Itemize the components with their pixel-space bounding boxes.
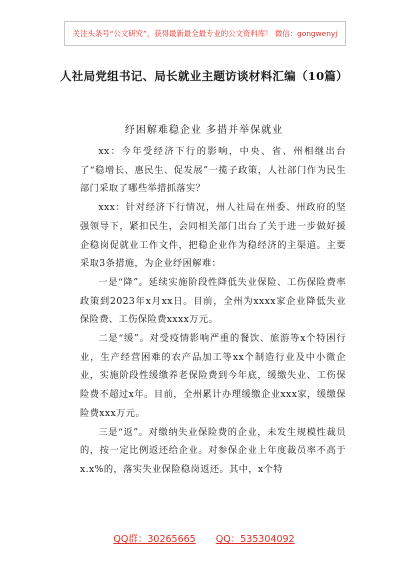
paragraph-measure-refund: 三是“返”。对缴纳失业保险费的企业，未发生规模性裁员的，按一定比例返还给企业。对参保企业上年度裁员率不高于x.x%的，落实失业保险稳岗返还。其中，x个特 <box>80 426 346 475</box>
paragraph-measure-reduce: 一是“降”。延续实施阶段性降低失业保险、工伤保险费率政策到2023年x月xx日。目前，全州为xxxx家企业降低失业保险费、工伤保险费xxxx万元。 <box>80 276 346 326</box>
paragraph-answer-intro: xxx：针对经济下行情况，州人社局在州委、州政府的坚强领导下，紧扣民生，会同相关部门出台了关于进一步做好援企稳岗促就业工作文件，把稳企业作为稳经济的主渠道。主要采取3条措施，为企业纾困解难： <box>80 202 346 270</box>
footer-qq[interactable]: QQ：535304092 <box>215 534 295 545</box>
document-title: 人社局党组书记、局长就业主题访谈材料汇编（10篇） <box>59 69 348 83</box>
header-banner: 关注头条号“公文研究”，获得最新最全最专业的公文资料库！ 微信：gongwenyj <box>64 21 346 46</box>
paragraph-measure-defer: 二是“缓”。对受疫情影响严重的餐饮、旅游等x个特困行业，生产经营困难的农产品加工等xx个制造行业及中小微企业，实施阶段性缓缴养老保险费到今年底，缓缴失业、工伤保险费不超过x年。目前，全州累计办理缓缴企业xxx家，缓缴保险费xxx万元。 <box>80 333 346 419</box>
paragraph-question: xx：今年受经济下行的影响，中央、省、州相继出台了“稳增长、惠民生、促发展”一揽子政策，人社部门作为民生部门采取了哪些举措抓落实？ <box>80 146 346 195</box>
body-text <box>80 143 346 480</box>
footer-contact <box>0 531 408 545</box>
section-title: 纾困解难稳企业 多措并举保就业 <box>124 125 284 136</box>
footer-qq-group[interactable]: QQ群：30265665 <box>113 534 196 545</box>
